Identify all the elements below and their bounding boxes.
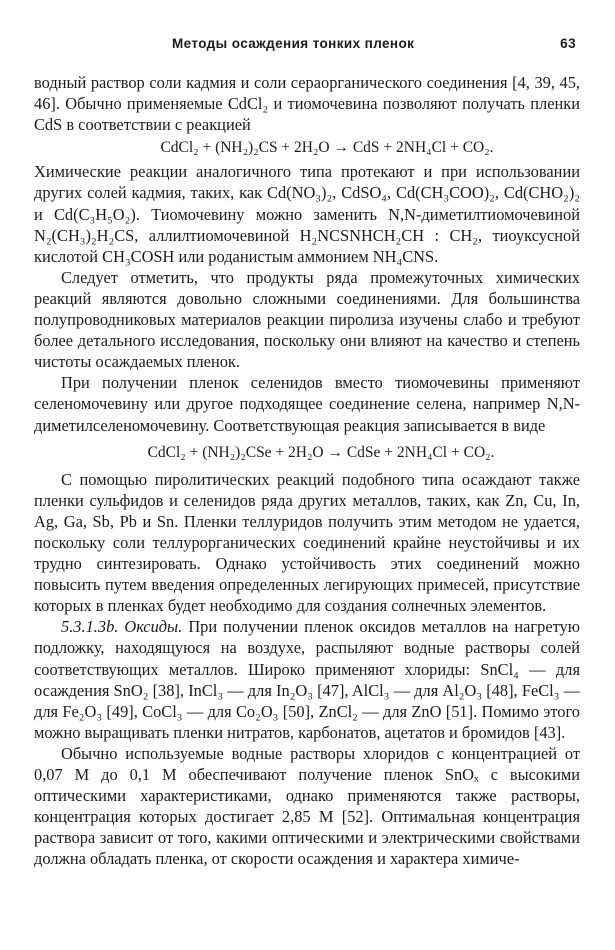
paragraph-6 [34,616,580,743]
running-header [34,30,580,54]
paragraph-1: водный раствор соли кадмия и соли сераорганического соединения [4, 39, 45, 46]. Обычно применяемые CdCl₂ и тиомочевина позволяют получать пленки CdS в соответствии с реакцией [34,73,580,135]
page-body [34,72,580,869]
chapter-title: Методы осаждения тонких пленок [172,36,415,51]
reaction-formula-cds: CdCl₂ + (NH₂)₂CS + 2H₂O → CdS + 2NH₄Cl + CO₂. [160,139,494,157]
reaction-formula-cdse: CdCl₂ + (NH₂)₂CSe + 2H₂O → CdSe + 2NH₄Cl + CO₂. [147,443,495,461]
section-heading-oxides: 5.3.1.3b. Оксиды. [61,617,183,637]
paragraph-7: Обычно используемые водные растворы хлоридов с концентрацией от 0,07 M до 0,1 M обеспечивают получение пленок SnOₓ с высокими оптическими характеристиками, однако применяются также растворы, концентрация которых достигает 2,85 M [52]. Оптимальная концентрация раствора зависит от того, какими оптическими и электрическими свойствами должна обладать пленка, от скорости осаждения и характера химиче- [34,743,580,869]
paragraph-5: С помощью пиролитических реакций подобного типа осаждают также пленки сульфидов и селенидов ряда других металлов, таких, как Zn, Cu, In, Ag, Ga, Sb, Pb и Sn. Пленки теллуридов получить этим методом не удается, поскольку соли теллурорганических соединений крайне неустойчивы и их трудно синтезировать. Однако устойчивость этих соединений можно повысить путем введения определенных легирующих примесей, присутствие которых в пленках будет необходимо для создания солнечных элементов. [34,469,580,616]
paragraph-6-text: При получении пленок оксидов металлов на нагретую подложку, находящуюся на воздухе, распыляют водные растворы солей соответствующих металлов. Широко применяют хлориды: SnCl₄ — для осаждения SnO₂ [38], InCl₃ — для In₂O₃ [47], AlCl₃ — для Al₂O₃ [48], FeCl₃ — для Fe₂O₃ [49], CoCl₃ — для Co₂O₃ [50], ZnCl₂ — для ZnO [51]. Помимо этого можно выращивать пленки нитратов, карбонатов, ацетатов и бромидов [43]. [34,617,580,742]
paragraph-3: Следует отметить, что продукты ряда промежуточных химических реакций являются довольно сложными соединениями. Для большинства полупроводниковых материалов реакции пиролиза изучены слабо и требуют более детального исследования, поскольку они влияют на качество и степень чистоты осаждаемых пленок. [34,267,580,372]
paragraph-2: Химические реакции аналогичного типа протекают и при использовании других солей кадмия, таких, как Cd(NO₃)₂, CdSO₄, Cd(CH₃COO)₂, Cd(CHO₂)₂ и Cd(C₃H₅O₂). Тиомочевину можно заменить N,N-диметилтиомочевиной N₂(CH₃)₂H₂CS, аллилтиомочевиной H₂NCSNHCH₂CH : CH₂, тиоуксусной кислотой CH₃COSH или роданистым аммонием NH₄CNS. [34,162,580,266]
page-number: 63 [560,36,576,51]
paragraph-4: При получении пленок селенидов вместо тиомочевины применяют селеномочевину или другое подходящее соединение селена, например N,N-диметилселеномочевину. Соответствующая реакция записывается в виде [34,373,580,435]
book-page [34,30,580,869]
